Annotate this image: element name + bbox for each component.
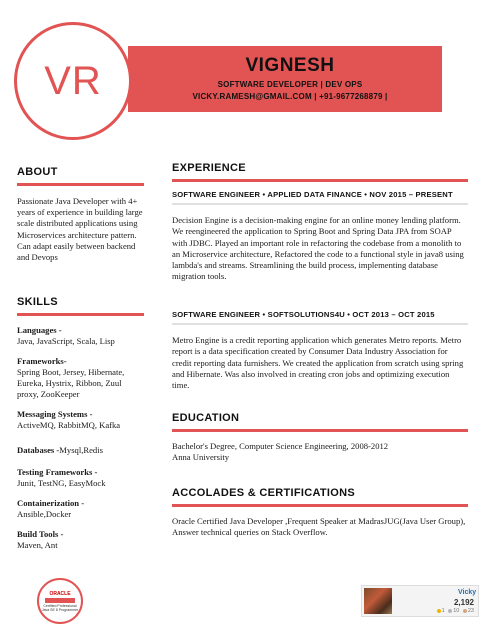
accolades-rule <box>172 504 468 507</box>
skill-item <box>17 325 144 347</box>
skill-value: Mysql,Redis <box>59 445 103 455</box>
header-text <box>140 55 440 101</box>
skill-item <box>17 498 144 520</box>
skill-category: Databases - <box>17 445 60 455</box>
skill-value: Maven, Ant <box>17 540 58 550</box>
profile-avatar <box>364 588 392 614</box>
skill-item <box>17 409 144 431</box>
badge-line-2: Java SE 8 Programmer <box>41 607 79 612</box>
candidate-role: SOFTWARE DEVELOPER | DEV OPS <box>217 80 363 89</box>
education-section <box>172 412 468 463</box>
skill-item <box>17 440 144 458</box>
profile-name[interactable]: Vicky <box>458 589 477 596</box>
gold-count: 1 <box>441 608 445 614</box>
about-section <box>17 166 144 263</box>
skill-value: Junit, TestNG, EasyMock <box>17 478 106 488</box>
bronze-badge-icon <box>463 609 467 613</box>
job-title: SOFTWARE ENGINEER • APPLIED DATA FINANCE • NOV 2015 – PRESENT <box>172 190 453 199</box>
experience-heading: EXPERIENCE <box>172 162 246 174</box>
about-heading: ABOUT <box>17 166 58 178</box>
about-text: Passionate Java Developer with 4+ years of experience in building large scale distributed applications using Microservices architecture pattern. Can adapt easily between backend and Devops <box>17 196 143 263</box>
skill-category: Frameworks- <box>17 356 67 366</box>
gold-badge-icon <box>437 609 441 613</box>
experience-job-2 <box>172 310 468 391</box>
candidate-contact: VICKY.RAMESH@GMAIL.COM | +91-9677268879 | <box>192 92 388 101</box>
job-divider <box>172 203 468 205</box>
accolades-text: Oracle Certified Java Developer ,Frequent Speaker at MadrasJUG(Java User Group), Answer technical queries on Stack Overflow. <box>172 516 466 538</box>
silver-badge-icon <box>448 609 452 613</box>
badge-brand: ORACLE <box>49 590 71 597</box>
experience-rule <box>172 179 468 182</box>
badge-bar <box>45 598 75 603</box>
accolades-heading: ACCOLADES & CERTIFICATIONS <box>172 487 355 499</box>
monogram-initials: VR <box>44 58 102 103</box>
profile-card[interactable] <box>361 585 479 617</box>
education-degree: Bachelor's Degree, Computer Science Engineering, 2008-2012 <box>172 441 389 451</box>
oracle-certified-badge-icon <box>37 578 83 624</box>
skill-item <box>17 529 144 551</box>
skill-item <box>17 467 144 489</box>
silver-count: 10 <box>453 608 460 614</box>
skill-category: Messaging Systems - <box>17 409 93 419</box>
skill-value: Ansible,Docker <box>17 509 72 519</box>
candidate-name: VIGNESH <box>245 55 335 76</box>
monogram-circle <box>14 22 132 140</box>
job-description: Decision Engine is a decision-making engine for an online money lending platform. We reengineered the application to Spring Boot and Spring Data JPA from SOAP with JDBC. Played an important role in refactoring the codebase from a monolith to an Microservice architecture, Refactored the code to a functional style in java8 using lambda's and streams. Streamlining the build process, implementing database migration tools. <box>172 215 464 282</box>
skills-rule <box>17 313 144 316</box>
skill-value: ActiveMQ, RabbitMQ, Kafka <box>17 420 121 430</box>
skill-category: Build Tools - <box>17 529 64 539</box>
experience-section <box>172 162 468 283</box>
skill-category: Languages - <box>17 325 62 335</box>
badge-line-1: Certified Professional <box>43 603 77 608</box>
profile-badges <box>435 608 474 614</box>
bronze-count: 23 <box>467 608 474 614</box>
profile-reputation: 2,192 <box>453 598 474 607</box>
job-description: Metro Engine is a credit reporting application which generates Metro reports. Metro report is a data specification created by Consumer Data Industry Association for credit reporting data furnishers. We created the application from scratch using spring and Hibernate. Was also involved in creating cron jobs and optimizing execution time. <box>172 335 464 391</box>
skill-value: Java, JavaScript, Scala, Lisp <box>17 336 115 346</box>
skill-item <box>17 356 144 400</box>
job-title: SOFTWARE ENGINEER • SOFTSOLUTIONS4U • OCT 2013 – OCT 2015 <box>172 310 435 319</box>
skill-category: Containerization - <box>17 498 85 508</box>
skill-value: Spring Boot, Jersey, Hibernate, Eureka, Hystrix, Ribbon, Zuul proxy, ZooKeeper <box>17 367 125 399</box>
accolades-section <box>172 487 468 538</box>
education-school: Anna University <box>172 452 230 463</box>
skill-category: Testing Frameworks - <box>17 467 98 477</box>
skills-heading: SKILLS <box>17 296 58 308</box>
education-heading: EDUCATION <box>172 412 240 424</box>
job-divider <box>172 323 468 325</box>
about-rule <box>17 183 144 186</box>
education-rule <box>172 429 468 432</box>
skills-section <box>17 296 144 551</box>
